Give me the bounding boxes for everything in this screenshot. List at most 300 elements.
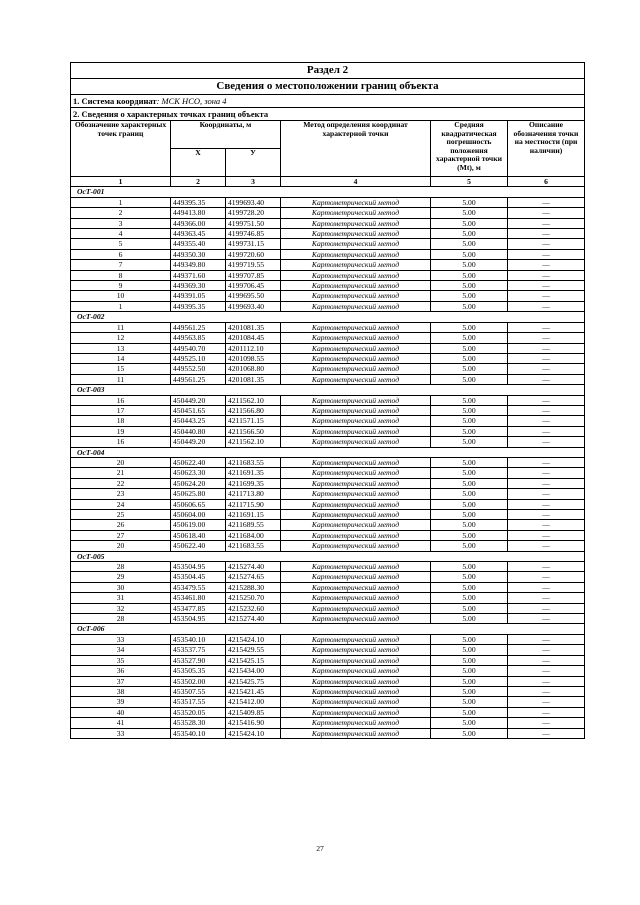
description-cell: —	[508, 374, 585, 384]
x-coord-cell: 453504.45	[171, 572, 226, 582]
method-cell: Картометрический метод	[281, 322, 431, 332]
coord-system-label: 1. Система координат	[73, 96, 157, 106]
method-cell: Картометрический метод	[281, 281, 431, 291]
x-coord-cell: 453479.55	[171, 582, 226, 592]
object-group-label: ОсТ-001	[71, 187, 585, 197]
point-id-cell: 1	[71, 301, 171, 311]
error-cell: 5.00	[431, 645, 508, 655]
error-cell: 5.00	[431, 270, 508, 280]
header-method: Метод определения координат характерной точки	[281, 121, 431, 177]
table-row	[71, 249, 585, 259]
table-row	[71, 333, 585, 343]
x-coord-cell: 450625.80	[171, 489, 226, 499]
error-cell: 5.00	[431, 582, 508, 592]
point-id-cell: 13	[71, 343, 171, 353]
error-cell: 5.00	[431, 260, 508, 270]
point-id-cell: 25	[71, 510, 171, 520]
table-row	[71, 395, 585, 405]
method-cell: Картометрический метод	[281, 728, 431, 738]
column-number: 3	[226, 177, 281, 187]
table-row	[71, 530, 585, 540]
description-cell: —	[508, 457, 585, 467]
y-coord-cell: 4201112.10	[226, 343, 281, 353]
table-row	[71, 499, 585, 509]
point-id-cell: 9	[71, 281, 171, 291]
header-error: Средняя квадратическая погрешность положения характерной точки (Mt), м	[431, 121, 508, 177]
y-coord-cell: 4215429.55	[226, 645, 281, 655]
column-number: 2	[171, 177, 226, 187]
point-id-cell: 34	[71, 645, 171, 655]
error-cell: 5.00	[431, 478, 508, 488]
x-coord-cell: 450624.20	[171, 478, 226, 488]
y-coord-cell: 4215416.90	[226, 718, 281, 728]
error-cell: 5.00	[431, 676, 508, 686]
y-coord-cell: 4211713.80	[226, 489, 281, 499]
description-cell: —	[508, 291, 585, 301]
description-cell: —	[508, 728, 585, 738]
object-group-label: ОсТ-002	[71, 312, 585, 322]
method-cell: Картометрический метод	[281, 364, 431, 374]
x-coord-cell: 449552.50	[171, 364, 226, 374]
table-row	[71, 405, 585, 415]
error-cell: 5.00	[431, 353, 508, 363]
point-id-cell: 17	[71, 405, 171, 415]
table-row	[71, 572, 585, 582]
x-coord-cell: 449413.80	[171, 208, 226, 218]
description-cell: —	[508, 718, 585, 728]
point-id-cell: 29	[71, 572, 171, 582]
description-cell: —	[508, 582, 585, 592]
x-coord-cell: 450443.25	[171, 416, 226, 426]
y-coord-cell: 4215409.85	[226, 707, 281, 717]
method-cell: Картометрический метод	[281, 395, 431, 405]
x-coord-cell: 453507.55	[171, 686, 226, 696]
table-row	[71, 593, 585, 603]
point-id-cell: 33	[71, 634, 171, 644]
error-cell: 5.00	[431, 301, 508, 311]
y-coord-cell: 4211699.35	[226, 478, 281, 488]
table-row	[71, 239, 585, 249]
method-cell: Картометрический метод	[281, 593, 431, 603]
method-cell: Картометрический метод	[281, 249, 431, 259]
description-cell: —	[508, 530, 585, 540]
x-coord-cell: 449395.35	[171, 197, 226, 207]
error-cell: 5.00	[431, 405, 508, 415]
header-coords: Координаты, м	[171, 121, 281, 149]
error-cell: 5.00	[431, 333, 508, 343]
point-id-cell: 33	[71, 728, 171, 738]
y-coord-cell: 4199728.20	[226, 208, 281, 218]
y-coord-cell: 4215425.75	[226, 676, 281, 686]
points-section-label: 2. Сведения о характерных точках границ объекта	[71, 108, 585, 121]
x-coord-cell: 449369.30	[171, 281, 226, 291]
description-cell: —	[508, 333, 585, 343]
error-cell: 5.00	[431, 229, 508, 239]
point-id-cell: 22	[71, 478, 171, 488]
x-coord-cell: 450622.40	[171, 457, 226, 467]
table-row	[71, 260, 585, 270]
description-cell: —	[508, 437, 585, 447]
object-group-row	[71, 312, 585, 322]
method-cell: Картометрический метод	[281, 645, 431, 655]
x-coord-cell: 450440.80	[171, 426, 226, 436]
method-cell: Картометрический метод	[281, 499, 431, 509]
point-id-cell: 11	[71, 374, 171, 384]
point-id-cell: 30	[71, 582, 171, 592]
table-row	[71, 291, 585, 301]
coord-system-row	[71, 95, 585, 108]
description-cell: —	[508, 281, 585, 291]
method-cell: Картометрический метод	[281, 333, 431, 343]
point-id-cell: 2	[71, 208, 171, 218]
description-cell: —	[508, 666, 585, 676]
point-id-cell: 41	[71, 718, 171, 728]
table-row	[71, 229, 585, 239]
coord-system-value: : МСК НСО, зона 4	[156, 96, 227, 106]
table-row	[71, 562, 585, 572]
x-coord-cell: 453520.05	[171, 707, 226, 717]
description-cell: —	[508, 197, 585, 207]
method-cell: Картометрический метод	[281, 572, 431, 582]
error-cell: 5.00	[431, 728, 508, 738]
error-cell: 5.00	[431, 281, 508, 291]
table-row	[71, 697, 585, 707]
error-cell: 5.00	[431, 530, 508, 540]
description-cell: —	[508, 593, 585, 603]
x-coord-cell: 449540.70	[171, 343, 226, 353]
y-coord-cell: 4201081.35	[226, 322, 281, 332]
point-id-cell: 20	[71, 541, 171, 551]
error-cell: 5.00	[431, 457, 508, 467]
y-coord-cell: 4211691.15	[226, 510, 281, 520]
y-coord-cell: 4201068.80	[226, 364, 281, 374]
point-id-cell: 3	[71, 218, 171, 228]
object-group-label: ОсТ-004	[71, 447, 585, 457]
table-row	[71, 489, 585, 499]
point-id-cell: 7	[71, 260, 171, 270]
description-cell: —	[508, 541, 585, 551]
table-row	[71, 582, 585, 592]
method-cell: Картометрический метод	[281, 541, 431, 551]
y-coord-cell: 4199746.85	[226, 229, 281, 239]
object-group-label: ОсТ-005	[71, 551, 585, 561]
point-id-cell: 20	[71, 457, 171, 467]
table-row	[71, 364, 585, 374]
error-cell: 5.00	[431, 499, 508, 509]
y-coord-cell: 4199693.40	[226, 301, 281, 311]
table-row	[71, 510, 585, 520]
point-id-cell: 40	[71, 707, 171, 717]
description-cell: —	[508, 468, 585, 478]
error-cell: 5.00	[431, 374, 508, 384]
description-cell: —	[508, 416, 585, 426]
x-coord-cell: 453477.85	[171, 603, 226, 613]
x-coord-cell: 453504.95	[171, 562, 226, 572]
method-cell: Картометрический метод	[281, 530, 431, 540]
section-title: Раздел 2	[71, 63, 585, 79]
error-cell: 5.00	[431, 572, 508, 582]
point-id-cell: 15	[71, 364, 171, 374]
x-coord-cell: 449355.40	[171, 239, 226, 249]
method-cell: Картометрический метод	[281, 218, 431, 228]
x-coord-cell: 449525.10	[171, 353, 226, 363]
y-coord-cell: 4211571.15	[226, 416, 281, 426]
description-cell: —	[508, 686, 585, 696]
x-coord-cell: 453528.30	[171, 718, 226, 728]
method-cell: Картометрический метод	[281, 634, 431, 644]
point-id-cell: 26	[71, 520, 171, 530]
method-cell: Картометрический метод	[281, 718, 431, 728]
point-id-cell: 23	[71, 489, 171, 499]
point-id-cell: 27	[71, 530, 171, 540]
x-coord-cell: 453527.90	[171, 655, 226, 665]
description-cell: —	[508, 489, 585, 499]
y-coord-cell: 4199720.60	[226, 249, 281, 259]
y-coord-cell: 4201081.35	[226, 374, 281, 384]
table-row	[71, 645, 585, 655]
description-cell: —	[508, 208, 585, 218]
object-group-row	[71, 551, 585, 561]
method-cell: Картометрический метод	[281, 478, 431, 488]
x-coord-cell: 453537.75	[171, 645, 226, 655]
table-row	[71, 218, 585, 228]
table-row	[71, 520, 585, 530]
description-cell: —	[508, 676, 585, 686]
y-coord-cell: 4199706.45	[226, 281, 281, 291]
table-row	[71, 437, 585, 447]
y-coord-cell: 4215434.00	[226, 666, 281, 676]
y-coord-cell: 4211562.10	[226, 395, 281, 405]
object-group-row	[71, 447, 585, 457]
method-cell: Картометрический метод	[281, 270, 431, 280]
x-coord-cell: 453504.95	[171, 614, 226, 624]
method-cell: Картометрический метод	[281, 686, 431, 696]
description-cell: —	[508, 478, 585, 488]
point-id-cell: 21	[71, 468, 171, 478]
description-cell: —	[508, 249, 585, 259]
table-row	[71, 416, 585, 426]
error-cell: 5.00	[431, 249, 508, 259]
point-id-cell: 28	[71, 562, 171, 572]
description-cell: —	[508, 697, 585, 707]
method-cell: Картометрический метод	[281, 655, 431, 665]
table-row	[71, 478, 585, 488]
x-coord-cell: 449563.85	[171, 333, 226, 343]
method-cell: Картометрический метод	[281, 405, 431, 415]
y-coord-cell: 4201084.45	[226, 333, 281, 343]
method-cell: Картометрический метод	[281, 582, 431, 592]
method-cell: Картометрический метод	[281, 707, 431, 717]
error-cell: 5.00	[431, 291, 508, 301]
method-cell: Картометрический метод	[281, 510, 431, 520]
x-coord-cell: 453505.35	[171, 666, 226, 676]
table-row	[71, 281, 585, 291]
method-cell: Картометрический метод	[281, 301, 431, 311]
error-cell: 5.00	[431, 603, 508, 613]
error-cell: 5.00	[431, 208, 508, 218]
table-row	[71, 666, 585, 676]
document-sheet	[70, 62, 584, 739]
description-cell: —	[508, 645, 585, 655]
table-row	[71, 208, 585, 218]
x-coord-cell: 453517.55	[171, 697, 226, 707]
table-row	[71, 197, 585, 207]
error-cell: 5.00	[431, 718, 508, 728]
y-coord-cell: 4211562.10	[226, 437, 281, 447]
y-coord-cell: 4211715.90	[226, 499, 281, 509]
table-row	[71, 353, 585, 363]
point-id-cell: 14	[71, 353, 171, 363]
description-cell: —	[508, 218, 585, 228]
point-id-cell: 4	[71, 229, 171, 239]
method-cell: Картометрический метод	[281, 416, 431, 426]
error-cell: 5.00	[431, 218, 508, 228]
y-coord-cell: 4199707.85	[226, 270, 281, 280]
error-cell: 5.00	[431, 426, 508, 436]
x-coord-cell: 450618.40	[171, 530, 226, 540]
y-coord-cell: 4211691.35	[226, 468, 281, 478]
table-row	[71, 270, 585, 280]
y-coord-cell: 4211689.55	[226, 520, 281, 530]
y-coord-cell: 4199751.50	[226, 218, 281, 228]
x-coord-cell: 453502.00	[171, 676, 226, 686]
description-cell: —	[508, 707, 585, 717]
point-id-cell: 8	[71, 270, 171, 280]
error-cell: 5.00	[431, 510, 508, 520]
x-coord-cell: 449561.25	[171, 322, 226, 332]
error-cell: 5.00	[431, 343, 508, 353]
method-cell: Картометрический метод	[281, 468, 431, 478]
x-coord-cell: 449366.00	[171, 218, 226, 228]
error-cell: 5.00	[431, 239, 508, 249]
error-cell: 5.00	[431, 562, 508, 572]
method-cell: Картометрический метод	[281, 614, 431, 624]
description-cell: —	[508, 229, 585, 239]
point-id-cell: 10	[71, 291, 171, 301]
column-numbers-row	[71, 177, 585, 187]
y-coord-cell: 4215412.00	[226, 697, 281, 707]
method-cell: Картометрический метод	[281, 374, 431, 384]
table-row	[71, 426, 585, 436]
object-group-label: ОсТ-006	[71, 624, 585, 634]
description-cell: —	[508, 499, 585, 509]
description-cell: —	[508, 322, 585, 332]
description-cell: —	[508, 364, 585, 374]
y-coord-cell: 4211566.50	[226, 426, 281, 436]
description-cell: —	[508, 655, 585, 665]
table-row	[71, 301, 585, 311]
x-coord-cell: 450451.65	[171, 405, 226, 415]
x-coord-cell: 453540.10	[171, 634, 226, 644]
x-coord-cell: 449561.25	[171, 374, 226, 384]
method-cell: Картометрический метод	[281, 489, 431, 499]
method-cell: Картометрический метод	[281, 291, 431, 301]
x-coord-cell: 450449.20	[171, 395, 226, 405]
error-cell: 5.00	[431, 697, 508, 707]
description-cell: —	[508, 603, 585, 613]
point-id-cell: 37	[71, 676, 171, 686]
y-coord-cell: 4215288.30	[226, 582, 281, 592]
y-coord-cell: 4199693.40	[226, 197, 281, 207]
method-cell: Картометрический метод	[281, 666, 431, 676]
description-cell: —	[508, 301, 585, 311]
point-id-cell: 35	[71, 655, 171, 665]
description-cell: —	[508, 426, 585, 436]
point-id-cell: 36	[71, 666, 171, 676]
y-coord-cell: 4215232.60	[226, 603, 281, 613]
object-group-row	[71, 187, 585, 197]
method-cell: Картометрический метод	[281, 457, 431, 467]
description-cell: —	[508, 395, 585, 405]
method-cell: Картометрический метод	[281, 676, 431, 686]
description-cell: —	[508, 239, 585, 249]
method-cell: Картометрический метод	[281, 229, 431, 239]
error-cell: 5.00	[431, 541, 508, 551]
x-coord-cell: 453540.10	[171, 728, 226, 738]
x-coord-cell: 449350.30	[171, 249, 226, 259]
y-coord-cell: 4199695.50	[226, 291, 281, 301]
point-id-cell: 1	[71, 197, 171, 207]
table-row	[71, 343, 585, 353]
y-coord-cell: 4211566.80	[226, 405, 281, 415]
description-cell: —	[508, 405, 585, 415]
error-cell: 5.00	[431, 395, 508, 405]
y-coord-cell: 4215424.10	[226, 728, 281, 738]
column-number: 4	[281, 177, 431, 187]
object-group-label: ОсТ-003	[71, 385, 585, 395]
error-cell: 5.00	[431, 593, 508, 603]
y-coord-cell: 4215274.40	[226, 562, 281, 572]
x-coord-cell: 449349.80	[171, 260, 226, 270]
point-id-cell: 16	[71, 395, 171, 405]
y-coord-cell: 4215274.40	[226, 614, 281, 624]
error-cell: 5.00	[431, 614, 508, 624]
table-row	[71, 676, 585, 686]
error-cell: 5.00	[431, 686, 508, 696]
object-group-row	[71, 385, 585, 395]
method-cell: Картометрический метод	[281, 343, 431, 353]
y-coord-cell: 4201098.55	[226, 353, 281, 363]
error-cell: 5.00	[431, 634, 508, 644]
description-cell: —	[508, 353, 585, 363]
x-coord-cell: 450623.30	[171, 468, 226, 478]
description-cell: —	[508, 510, 585, 520]
table-row	[71, 634, 585, 644]
y-coord-cell: 4211684.00	[226, 530, 281, 540]
error-cell: 5.00	[431, 489, 508, 499]
point-id-cell: 38	[71, 686, 171, 696]
x-coord-cell: 450622.40	[171, 541, 226, 551]
point-id-cell: 18	[71, 416, 171, 426]
description-cell: —	[508, 343, 585, 353]
table-row	[71, 718, 585, 728]
error-cell: 5.00	[431, 416, 508, 426]
error-cell: 5.00	[431, 707, 508, 717]
table-row	[71, 322, 585, 332]
x-coord-cell: 449391.05	[171, 291, 226, 301]
y-coord-cell: 4215425.15	[226, 655, 281, 665]
y-coord-cell: 4215424.10	[226, 634, 281, 644]
description-cell: —	[508, 562, 585, 572]
point-id-cell: 24	[71, 499, 171, 509]
point-id-cell: 5	[71, 239, 171, 249]
y-coord-cell: 4211683.55	[226, 457, 281, 467]
table-row	[71, 457, 585, 467]
y-coord-cell: 4215274.65	[226, 572, 281, 582]
method-cell: Картометрический метод	[281, 520, 431, 530]
table-row	[71, 614, 585, 624]
table-row	[71, 541, 585, 551]
